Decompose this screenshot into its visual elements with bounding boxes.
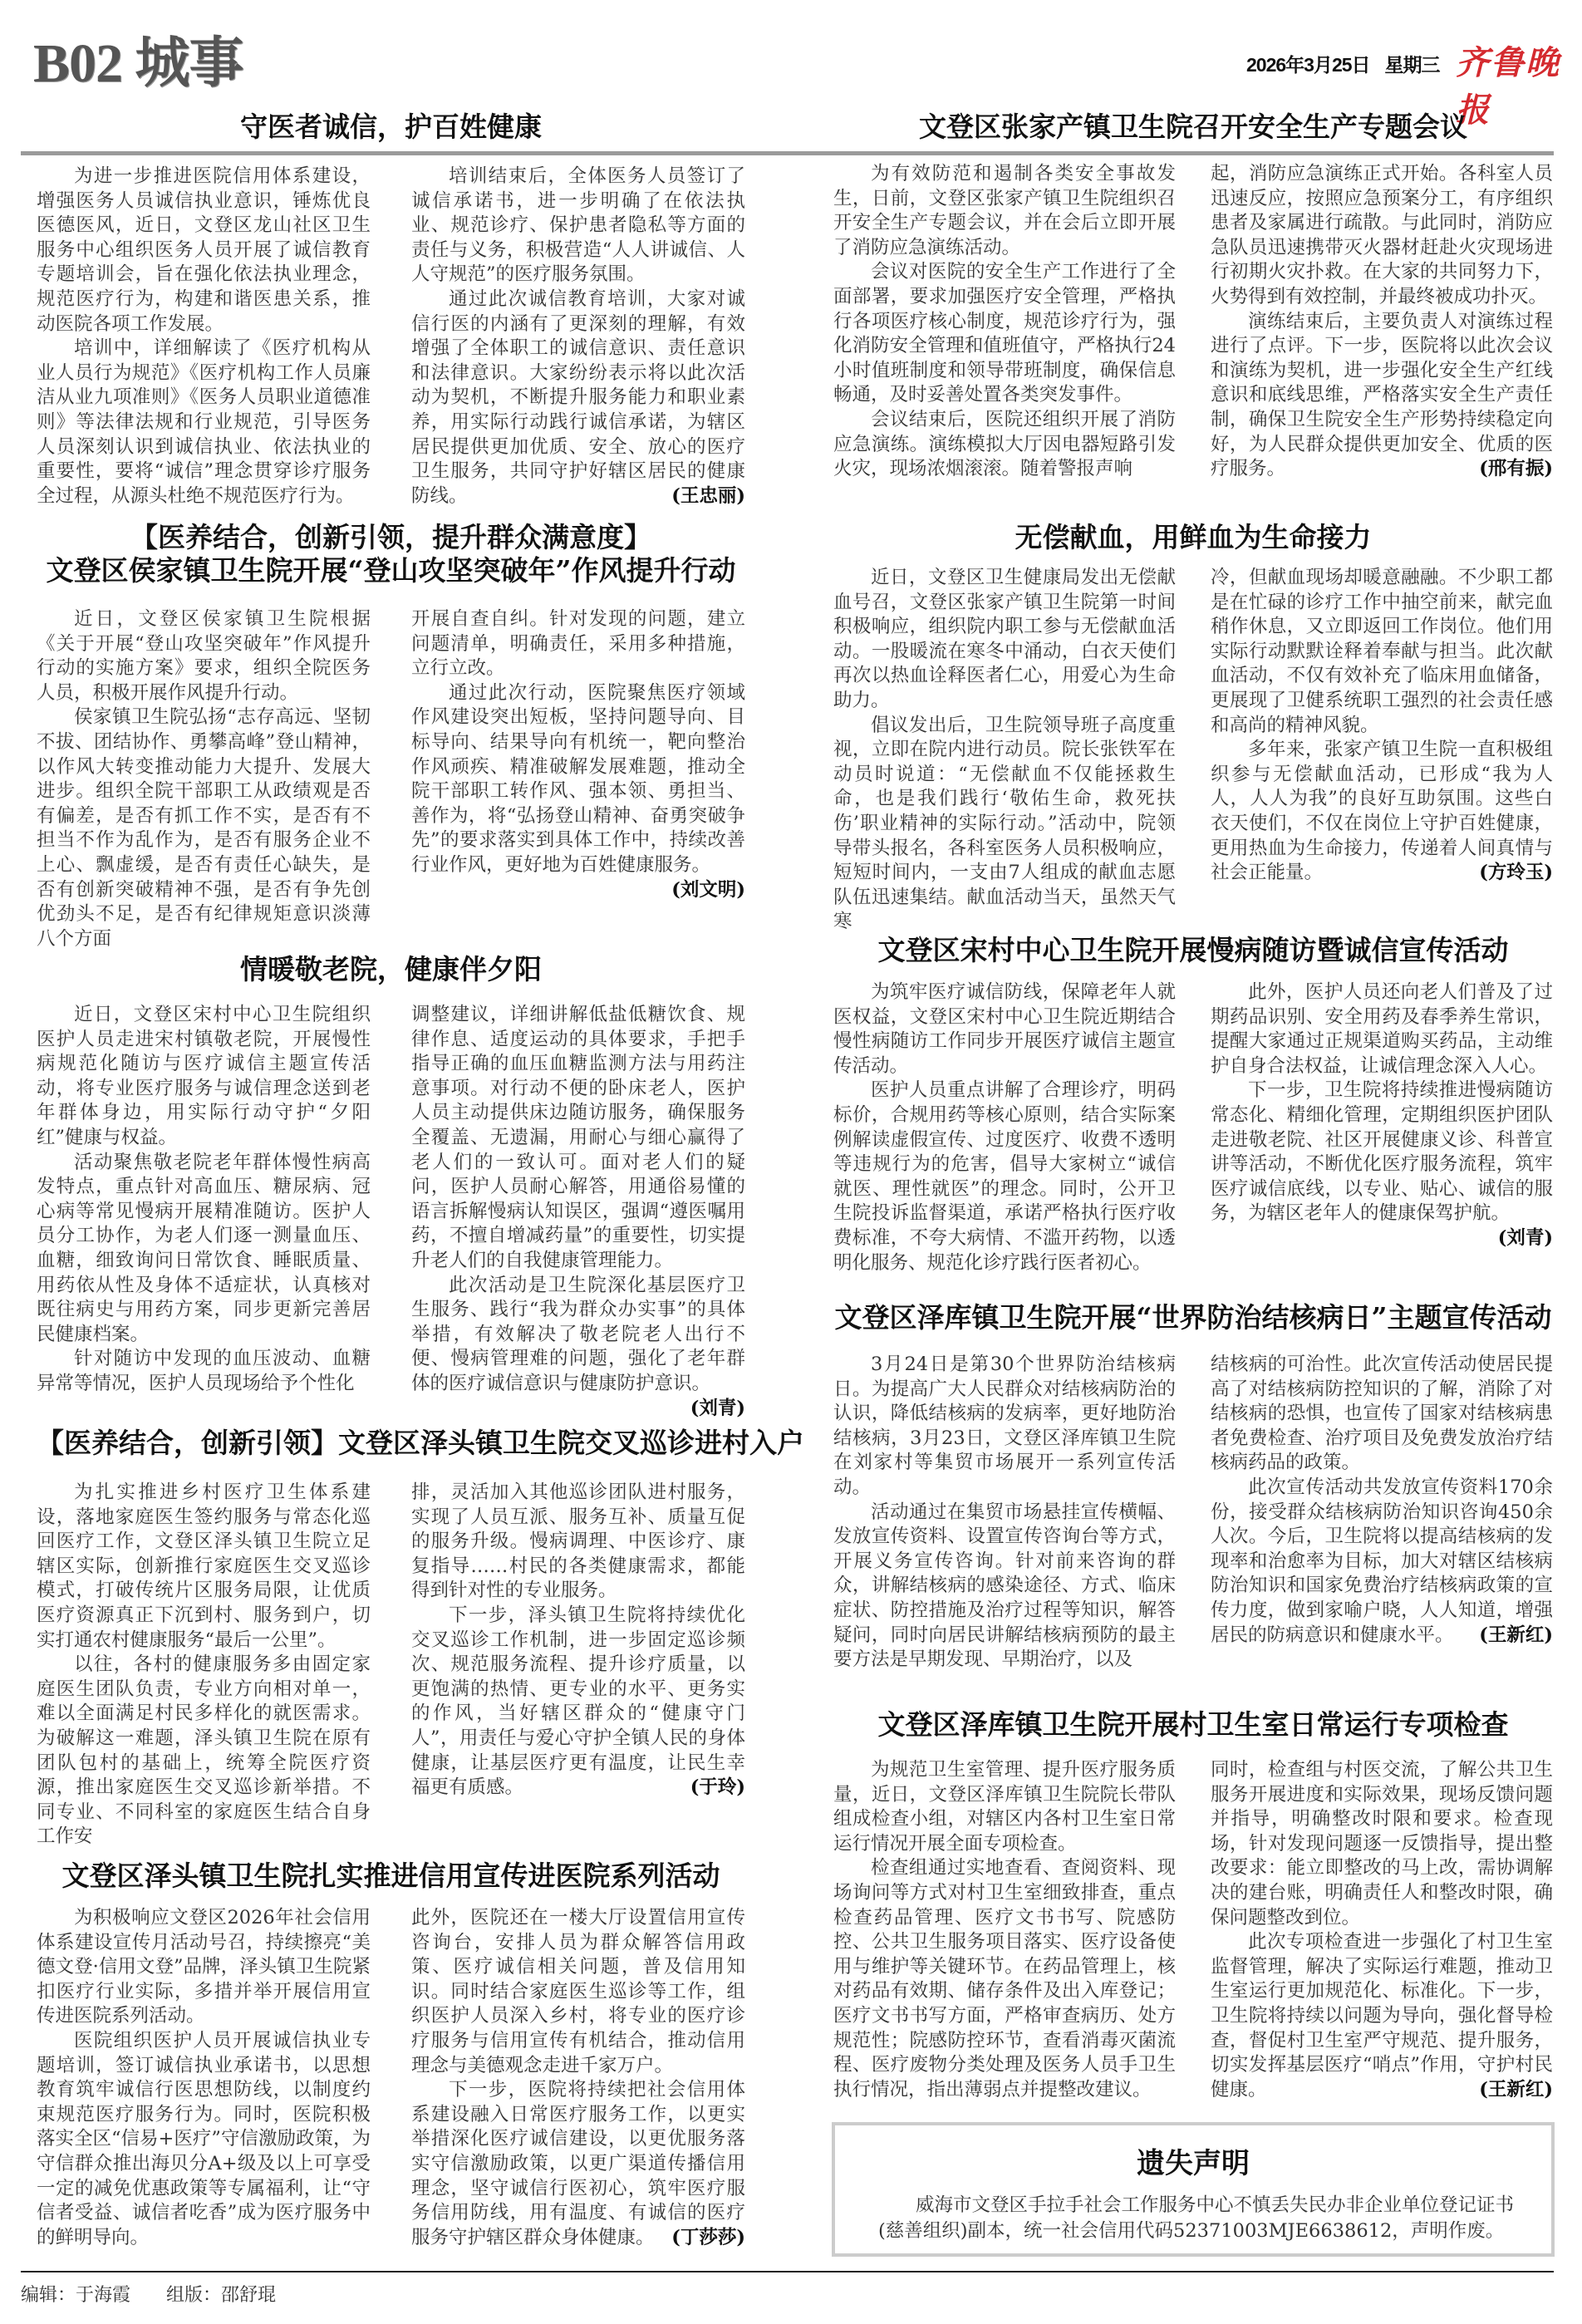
paragraph	[833, 260, 1176, 408]
paragraph-text: 侯家镇卫生院弘扬“志存高远、坚韧不拔、团结协作、勇攀高峰”登山精神，以作风大转变推动能力大提升、发展大进步。组织全院干部职工从政绩观是否有偏差，是否有抓工作不实，是否有不担当不作为乱作为，是否有服务企业不上心、飘虚缓，是否有责任心缺失，是否有创新突破精神不强，是否有争先创优劲头不足，是否有纪律规矩意识淡薄八个方面	[37, 706, 371, 950]
text-column	[411, 607, 745, 951]
notice-text: 威海市文登区手拉手社会工作服务中心不慎丢失民办非企业单位登记证书(慈善组织)副本，统一社会信用代码52371003MJE6638612，声明作废。	[878, 2194, 1515, 2242]
paragraph-text: 会议结束后，医院还组织开展了消防应急演练。演练模拟大厅因电器短路引发火灾，现场浓烟滚滚。随着警报声响	[833, 408, 1176, 480]
paragraph	[37, 1481, 371, 1653]
paragraph-text: 下一步，卫生院将持续推进慢病随访常态化、精细化管理，定期组织医护团队走进敬老院、社区开展健康义诊、科普宣讲等活动，不断优化医疗服务流程，筑牢医疗诚信底线，以专业、贴心、诚信的服务，为辖区老年人的健康保驾护航。	[1211, 1079, 1553, 1225]
article-title-line: 守医者诚信，护百姓健康	[240, 111, 542, 143]
page-footer	[21, 2281, 306, 2307]
text-column	[1211, 1758, 1553, 2102]
paragraph-text: 排，灵活加入其他巡诊团队进村服务，实现了人员互派、服务互补、质量互促的服务升级。慢病调理、中医诊疗、康复指导……村民的各类健康需求，都能得到针对性的专业服务。	[411, 1481, 745, 1602]
paragraph-text: 此外，医院还在一楼大厅设置信用宣传咨询台，安排人员为群众解答信用政策、医疗诚信相关问题，普及信用知识。同时结合家庭医生巡诊等工作，组织医护人员深入乡村，将专业的医疗诊疗服务与信用宣传有机结合，推动信用理念与美德观念走进千家万户。	[411, 1907, 745, 2076]
paragraph	[833, 980, 1176, 1078]
paragraph-text: 此外，医护人员还向老人们普及了过期药品识别、安全用药及春季养生常识，提醒大家通过正规渠道购买药品，主动维护自身合法权益，让诚信理念深入人心。	[1211, 981, 1553, 1077]
paragraph	[37, 165, 371, 337]
paragraph	[1211, 1758, 1553, 1930]
article-body	[37, 1003, 745, 1421]
paragraph-text: 开展自查自纠。针对发现的问题，建立问题清单，明确责任，采用多种措施，立行立改。	[411, 608, 745, 680]
paragraph-text: 演练结束后，主要负责人对演练过程进行了点评。下一步，医院将以此次会议和演练为契机，进一步强化安全生产红线意识和底线思维，严格落实安全生产责任制，确保卫生院安全生产形势持续稳定向好，为人民群众提供更加安全、优质的医疗服务。	[1211, 310, 1553, 480]
article-title-line: 情暖敬老院，健康伴夕阳	[240, 953, 542, 985]
text-column	[1211, 980, 1553, 1275]
paragraph	[37, 1906, 371, 2029]
paragraph	[411, 165, 745, 287]
text-column	[411, 1906, 745, 2250]
paragraph-text: 医院组织医护人员开展诚信执业专题培训，签订诚信执业承诺书，以思想教育筑牢诚信行医思想防线，以制度约束规范医疗服务行为。同时，医院积极落实全区“信易+医疗”守信激励政策，为守信群众推出海贝分A+级及以上可享受一定的减免优惠政策等专属福利，让“守信者受益、诚信者吃香”成为医疗服务中的鲜明导向。	[37, 2029, 371, 2248]
paragraph-text: 针对随访中发现的血压波动、血糖异常等情况，医护人员现场给予个性化	[37, 1348, 371, 1394]
paragraph-text: 为筑牢医疗诚信防线，保障老年人就医权益，文登区宋村中心卫生院近期结合慢性病随访工作同步开展医疗诚信主题宣传活动。	[833, 981, 1176, 1077]
paragraph	[411, 1481, 745, 1604]
article-body	[37, 165, 745, 509]
author-byline: (刘青)	[690, 1397, 745, 1419]
paragraph-text: 通过此次行动，医院聚焦医疗领域作风建设突出短板，坚持问题导向、目标导向、结果导向有机统一，靶向整治作风顽疾、精准破解发展难题，推动全院干部职工转作风、强本领、勇担当、善作为，将“弘扬登山精神、奋勇突破争先”的要求落实到具体工作中，持续改善行业作风，更好地为百姓健康服务。	[411, 681, 745, 876]
text-column	[37, 165, 371, 509]
paragraph	[833, 162, 1176, 260]
paragraph	[411, 607, 745, 681]
article-body	[833, 980, 1553, 1275]
paragraph	[1211, 162, 1553, 310]
paragraph	[1211, 980, 1553, 1078]
paragraph	[37, 2029, 371, 2250]
paragraph	[411, 1003, 745, 1274]
article-title	[37, 1427, 804, 1460]
header-divider	[21, 151, 1554, 155]
section-heading: B02 城事	[33, 33, 243, 94]
article-title-line: 无偿献血，用鲜血为生命接力	[1015, 521, 1372, 553]
paragraph	[37, 1003, 371, 1151]
text-column	[833, 1758, 1176, 2102]
paragraph-text: 医护人员重点讲解了合理诊疗，明码标价，合规用药等核心原则，结合实际案例解读虚假宣传、过度医疗、收费不透明等违规行为的危害，倡导大家树立“诚信就医、理性就医”的理念。同时，公开卫生院投诉监督渠道，承诺严格执行医疗收费标准，不夸大病情、不滥开药物，以透明化服务、规范化诊疗践行医者初心。	[833, 1079, 1176, 1274]
paragraph	[37, 1151, 371, 1348]
paragraph-text: 为规范卫生室管理、提升医疗服务质量，近日，文登区泽库镇卫生院院长带队组成检查小组，对辖区内各村卫生室日常运行情况开展全面专项检查。	[833, 1759, 1176, 1855]
article-body	[833, 162, 1553, 482]
article-body	[833, 1758, 1553, 2102]
author-byline: (刘文明)	[671, 878, 745, 901]
paragraph-text: 为积极响应文登区2026年社会信用体系建设宣传月活动号召，持续擦亮“美德文登·信用文登”品牌，泽头镇卫生院紧扣医疗行业实际，多措并举开展信用宣传进医院系列活动。	[37, 1907, 371, 2027]
article-title-line: 文登区宋村中心卫生院开展慢病随访暨诚信宣传活动	[877, 934, 1509, 966]
text-column	[833, 162, 1176, 482]
paragraph-text: 会议对医院的安全生产工作进行了全面部署，要求加强医疗安全管理，严格执行各项医疗核心制度，规范诊疗行为，强化消防安全管理和值班值守，严格执行24小时值班制度和领导带班制度，确保信息畅通，及时妥善处置各类突发事件。	[833, 261, 1176, 406]
footer-divider	[21, 2271, 1554, 2272]
paragraph	[411, 1906, 745, 2078]
text-column	[37, 1906, 371, 2250]
author-byline: (邢有振)	[1479, 458, 1553, 480]
lost-notice-box	[832, 2122, 1555, 2257]
paragraph-text: 此次专项检查进一步强化了村卫生室监督管理，解决了实际运行难题，推动卫生室运行更加规范化、标准化。下一步，卫生院将持续以问题为导向，强化督导检查，督促村卫生室严守规范、提升服务，切实发挥基层医疗“哨点”作用，守护村民健康。	[1211, 1931, 1553, 2100]
editor-credit: 编辑：于海霞	[21, 2285, 131, 2306]
paragraph	[833, 1758, 1176, 1856]
paragraph	[1211, 310, 1553, 482]
notice-title: 遗失声明	[1137, 2147, 1250, 2180]
newspaper-logo: 齐鲁晚报	[1456, 43, 1560, 130]
paragraph	[833, 714, 1176, 935]
article-title	[833, 111, 1553, 144]
paragraph	[37, 337, 371, 509]
author-byline: (王新红)	[1479, 1624, 1553, 1646]
author-byline: (丁莎莎)	[671, 2226, 745, 2248]
paragraph	[37, 607, 371, 705]
paragraph-text: 检查组通过实地查看、查阅资料、现场询问等方式对村卫生室细致排查，重点检查药品管理、医疗文书书写、院感防控、公共卫生服务项目落实、医疗设备使用与维护等关键环节。在药品管理上，核对药品有效期、储存条件及出入库登记；医疗文书书写方面，严格审查病历、处方规范性；院感防控环节，查看消毒灭菌流程、医疗废物分类处理及医务人员手卫生执行情况，指出薄弱点并提整改建议。	[833, 1857, 1176, 2100]
paragraph	[1211, 738, 1553, 886]
article-title	[37, 953, 745, 986]
weekday-text: 星期三	[1384, 54, 1440, 76]
article-body	[833, 1353, 1553, 1673]
author-byline: (方玲玉)	[1479, 862, 1553, 884]
paragraph-text: 此次活动是卫生院深化基层医疗卫生服务、践行“我为群众办实事”的具体举措，有效解决了敬老院老人出行不便、慢病管理难的问题，强化了老年群体的医疗诚信意识与健康防护意识。	[411, 1274, 745, 1394]
paragraph-text: 调整建议，详细讲解低盐低糖饮食、规律作息、适度运动的具体要求，手把手指导正确的血压血糖监测方法与用药注意事项。对行动不便的卧床老人，医护人员主动提供床边随访服务，确保服务全覆盖、无遗漏，用耐心与细心赢得了老人们的一致认可。面对老人们的疑问，医护人员耐心解答，用通俗易懂的语言拆解慢病认知误区，强调“遵医嘱用药，不擅自增减药量”的重要性，切实提升老人们的自我健康管理能力。	[411, 1004, 745, 1271]
article-body	[37, 607, 745, 951]
paragraph-text: 下一步，医院将持续把社会信用体系建设融入日常医疗服务工作，以更实举措深化医疗诚信建设，以更优服务落实守信激励政策，以更广渠道传播信用理念，坚守诚信行医初心，筑牢医疗服务信用防线，用有温度、有诚信的医疗服务守护辖区群众身体健康。	[411, 2079, 745, 2248]
paragraph-text: 结核病的可治性。此次宣传活动使居民提高了对结核病防控知识的了解，消除了对结核病的恐惧，也宣传了国家对结核病患者免费检查、治疗项目及免费发放治疗结核病药品的政策。	[1211, 1354, 1553, 1474]
text-column	[1211, 566, 1553, 935]
text-column	[1211, 162, 1553, 482]
article-title-line: 【医养结合，创新引领，提升群众满意度】	[130, 521, 651, 553]
paragraph-text: 起，消防应急演练正式开始。各科室人员迅速反应，按照应急预案分工，有序组织患者及家属进行疏散。与此同时，消防应急队员迅速携带灭火器材赶赴火灾现场进行初期火灾扑救。在大家的共同努力下，火势得到有效控制，并最终被成功扑灭。	[1211, 163, 1553, 307]
issue-date	[1246, 50, 1455, 77]
paragraph-text: 下一步，泽头镇卫生院将持续优化交叉巡诊工作机制，进一步固定巡诊频次、规范服务流程、提升诊疗质量，以更饱满的热情、更专业的水平、更务实的作风，当好辖区群众的“健康守门人”，用责任与爱心守护全镇人民的身体健康，让基层医疗更有温度，让民生幸福更有质感。	[411, 1604, 745, 1799]
paragraph	[1211, 1476, 1553, 1648]
paragraph-text: 近日，文登区宋村中心卫生院组织医护人员走进宋村镇敬老院，开展慢性病规范化随访与医疗诚信主题宣传活动，将专业医疗服务与诚信理念送到老年群体身边，用实际行动守护“夕阳红”健康与权益。	[37, 1004, 371, 1148]
article-title-line: 文登区张家产镇卫生院召开安全生产专题会议	[919, 111, 1467, 143]
paragraph	[411, 2078, 745, 2250]
paragraph-text: 近日，文登区卫生健康局发出无偿献血号召，文登区张家产镇卫生院第一时间积极响应，组织院内职工参与无偿献血活动。一股暖流在寒冬中涌动，白衣天使们再次以热血诠释医者仁心，用爱心为生命助力。	[833, 567, 1176, 711]
author-byline: (刘青)	[1497, 1226, 1553, 1249]
paragraph	[411, 1274, 745, 1419]
article-title	[37, 1860, 745, 1893]
paragraph	[833, 566, 1176, 714]
layout-credit: 组版：邵舒琨	[166, 2285, 277, 2306]
author-byline: (王新红)	[1479, 2078, 1553, 2100]
author-byline: (于玲)	[690, 1776, 745, 1799]
text-column	[411, 1481, 745, 1850]
paragraph-text: 培训结束后，全体医务人员签订了诚信承诺书，进一步明确了在依法执业、规范诊疗、保护患者隐私等方面的责任与义务，积极营造“人人讲诚信、人人守规范”的医疗服务氛围。	[411, 165, 745, 286]
paragraph-text: 为扎实推进乡村医疗卫生体系建设，落地家庭医生签约服务与常态化巡回医疗工作，文登区泽头镇卫生院立足辖区实际，创新推行家庭医生交叉巡诊模式，打破传统片区服务局限，让优质医疗资源真正下沉到村、服务到户，切实打通农村健康服务“最后一公里”。	[37, 1481, 371, 1651]
paragraph	[833, 1856, 1176, 2102]
paragraph-text: 倡议发出后，卫生院领导班子高度重视，立即在院内进行动员。院长张铁军在动员时说道：“无偿献血不仅能拯救生命，也是我们践行‘敬佑生命，救死扶伤’职业精神的实际行动。”活动中，院领导带头报名，各科室医务人员积极响应，短短时间内，一支由7人组成的献血志愿队伍迅速集结。献血活动当天，虽然天气寒	[833, 714, 1176, 933]
text-column	[37, 1003, 371, 1421]
paragraph-text: 多年来，张家产镇卫生院一直积极组织参与无偿献血活动，已形成“我为人人，人人为我”的良好互助氛围。这些白衣天使们，不仅在岗位上守护百姓健康，更用热血为生命接力，传递着人间真情与社会正能量。	[1211, 739, 1553, 884]
paragraph	[411, 287, 745, 509]
article-title-line: 文登区侯家镇卫生院开展“登山攻坚突破年”作风提升行动	[46, 554, 736, 587]
article-body	[37, 1906, 745, 2250]
paragraph	[411, 1604, 745, 1801]
paragraph-text: 3月24日是第30个世界防治结核病日。为提高广大人民群众对结核病防治的认识，降低结核病的发病率，更好地防治结核病，3月23日，文登区泽库镇卫生院在刘家村等集贸市场展开一系列宣传活动。	[833, 1354, 1176, 1498]
paragraph	[1211, 1078, 1553, 1249]
paragraph-text: 通过此次诚信教育培训，大家对诚信行医的内涵有了更深刻的理解，有效增强了全体职工的诚信意识、责任意识和法律意识。大家纷纷表示将以此次活动为契机，不断提升服务能力和职业素养，用实际行动践行诚信承诺，为辖区居民提供更加优质、安全、放心的医疗卫生服务，共同守护好辖区居民的健康防线。	[411, 287, 745, 507]
article-body	[37, 1481, 745, 1850]
text-column	[833, 980, 1176, 1275]
text-column	[411, 165, 745, 509]
paragraph	[833, 408, 1176, 482]
author-byline: (王忠丽)	[671, 484, 745, 507]
paragraph	[833, 1353, 1176, 1501]
paragraph-text: 活动聚焦敬老院老年群体慢性病高发特点，重点针对高血压、糖尿病、冠心病等常见慢病开展精准随访。医护人员分工协作，为老人们逐一测量血压、血糖，细致询问日常饮食、睡眠质量、用药依从性及身体不适症状，认真核对既往病史与用药方案，同步更新完善居民健康档案。	[37, 1151, 371, 1345]
text-column	[411, 1003, 745, 1421]
paragraph-text: 活动通过在集贸市场悬挂宣传横幅、发放宣传资料、设置宣传咨询台等方式，开展义务宣传咨询。针对前来咨询的群众，讲解结核病的感染途径、方式、临床症状、防控措施及治疗过程等知识，解答疑问，同时向居民讲解结核病预防的最主要方法是早期发现、早期治疗，以及	[833, 1501, 1176, 1671]
text-column	[833, 566, 1176, 935]
paragraph-text: 同时，检查组与村医交流，了解公共卫生服务开展进度和实际效果，现场反馈问题并指导，明确整改时限和要求。检查现场，针对发现问题逐一反馈指导，提出整改要求：能立即整改的马上改，需协调解决的建台账，明确责任人和整改时限，确保问题整改到位。	[1211, 1759, 1553, 1928]
paragraph-text: 冷，但献血现场却暖意融融。不少职工都是在忙碌的诊疗工作中抽空前来，献完血稍作休息，又立即返回工作岗位。他们用实际行动默默诠释着奉献与担当。此次献血活动，不仅有效补充了临床用血储备，更展现了卫健系统职工强烈的社会责任感和高尚的精神风貌。	[1211, 567, 1553, 736]
article-title	[833, 1708, 1553, 1742]
article-title	[833, 1301, 1553, 1334]
date-text: 2026年3月25日	[1246, 54, 1370, 76]
paragraph	[37, 1347, 371, 1396]
article-title	[833, 934, 1553, 967]
paragraph	[1211, 1930, 1553, 2102]
paragraph-text: 近日，文登区侯家镇卫生院根据《关于开展“登山攻坚突破年”作风提升行动的实施方案》要求，组织全院医务人员，积极开展作风提升行动。	[37, 608, 371, 704]
paragraph	[37, 705, 371, 951]
article-title-line: 文登区泽库镇卫生院开展村卫生室日常运行专项检查	[877, 1708, 1509, 1741]
paragraph-text: 以往，各村的健康服务多由固定家庭医生团队负责，专业方向相对单一，难以全面满足村民多样化的就医需求。为破解这一难题，泽头镇卫生院在原有团队包村的基础上，统筹全院医疗资源，推出家庭医生交叉巡诊新举措。不同专业、不同科室的家庭医生结合自身工作安	[37, 1653, 371, 1848]
paragraph	[1211, 566, 1553, 738]
paragraph-text: 为进一步推进医院信用体系建设，增强医务人员诚信执业意识，锤炼优良医德医风，近日，文登区龙山社区卫生服务中心组织医务人员开展了诚信教育专题培训会，旨在强化依法执业理念，规范医疗行为，构建和谐医患关系，推动医院各项工作发展。	[37, 165, 371, 335]
text-column	[37, 607, 371, 951]
paragraph	[833, 1501, 1176, 1673]
article-title	[37, 521, 745, 587]
article-title-line: 【医养结合，创新引领】文登区泽头镇卫生院交叉巡诊进村入户	[37, 1427, 804, 1459]
text-column	[37, 1481, 371, 1850]
text-column	[833, 1353, 1176, 1673]
paragraph-text: 为有效防范和遏制各类安全事故发生，日前，文登区张家产镇卫生院组织召开安全生产专题会议，并在会后立即开展了消防应急演练活动。	[833, 163, 1176, 258]
paragraph	[37, 1653, 371, 1850]
paragraph	[1211, 1353, 1553, 1476]
article-title	[833, 521, 1553, 554]
paragraph-text: 此次宣传活动共发放宣传资料170余份，接受群众结核病防治知识咨询450余人次。今后，卫生院将以提高结核病的发现率和治愈率为目标，加大对辖区结核病防治知识和国家免费治疗结核病政策的宣传力度，做到家喻户晓，人人知道，增强居民的防病意识和健康水平。	[1211, 1476, 1553, 1646]
article-title	[37, 111, 745, 144]
article-body	[833, 566, 1553, 935]
text-column	[1211, 1353, 1553, 1673]
paragraph-text: 培训中，详细解读了《医疗机构从业人员行为规范》《医疗机构工作人员廉洁从业九项准则》《医务人员职业道德准则》等法律法规和行业规范，引导医务人员深刻认识到诚信执业、依法执业的重要性，要将“诚信”理念贯穿诊疗服务全过程，从源头杜绝不规范医疗行为。	[37, 337, 371, 507]
paragraph	[411, 681, 745, 901]
paragraph	[833, 1078, 1176, 1275]
article-title-line: 文登区泽库镇卫生院开展“世界防治结核病日”主题宣传活动	[834, 1301, 1552, 1334]
article-title-line: 文登区泽头镇卫生院扎实推进信用宣传进医院系列活动	[61, 1860, 720, 1892]
